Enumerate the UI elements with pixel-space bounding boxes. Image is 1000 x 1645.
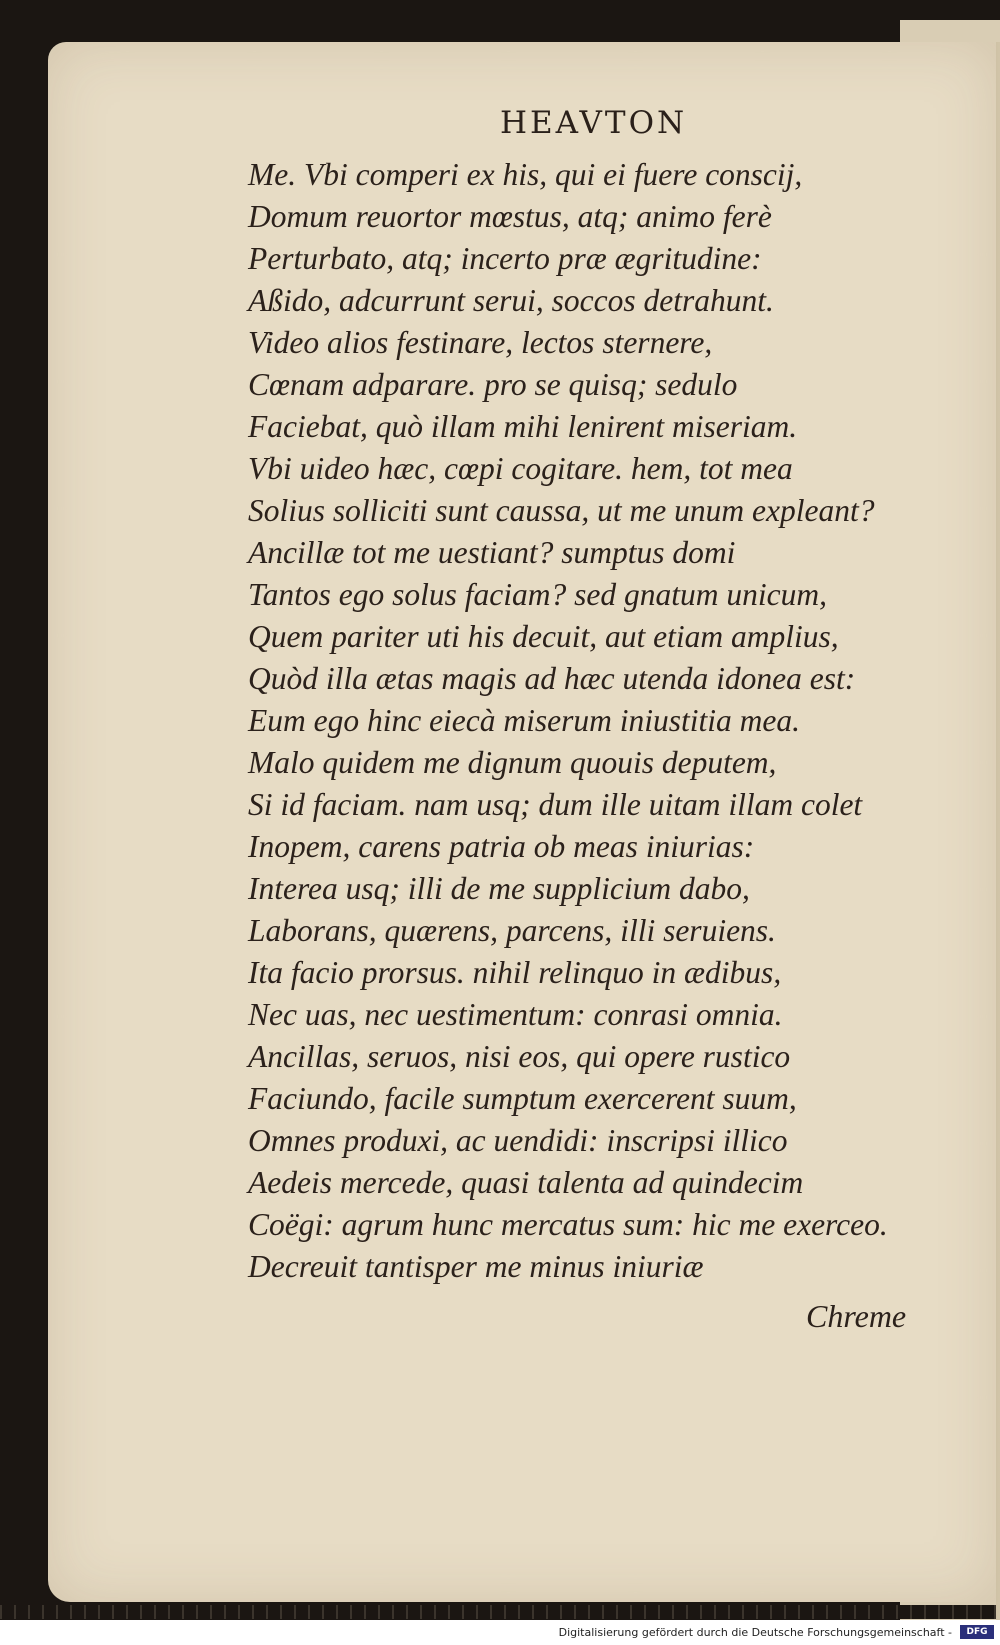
footer-credit: Digitalisierung gefördert durch die Deutsche Forschungsgemeinschaft - <box>558 1626 952 1639</box>
verse-line: Malo quidem me dignum quouis deputem, <box>248 745 777 780</box>
catchword: Chreme <box>806 1298 907 1334</box>
verse-line: Laborans, quærens, parcens, illi seruiens. <box>248 913 776 948</box>
verse-line: Video alios festinare, lectos sternere, <box>248 325 713 360</box>
digitization-footer <box>0 1620 1000 1645</box>
verse-line: Omnes produxi, ac uendidi: inscripsi illico <box>248 1123 788 1158</box>
verse-line: Tantos ego solus faciam? sed gnatum unicum, <box>248 577 827 612</box>
verse-line: Perturbato, atq; incerto præ ægritudine: <box>248 241 762 276</box>
verse-line: Eum ego hinc eiecà miserum iniustitia mea. <box>248 703 801 738</box>
verse-line: Decreuit tantisper me minus iniuriæ <box>248 1249 704 1284</box>
verse-line: Aedeis mercede, quasi talenta ad quindecim <box>248 1165 804 1200</box>
scan-ruler <box>0 1605 1000 1619</box>
verse-line: Quòd illa ætas magis ad hæc utenda idonea est: <box>248 661 856 696</box>
page-edge <box>996 42 1000 1642</box>
verse-line: Ancillas, seruos, nisi eos, qui opere rustico <box>248 1039 791 1074</box>
verse-line: Domum reuortor mœstus, atq; animo ferè <box>248 199 772 234</box>
verse-line: Vbi uideo hæc, cœpi cogitare. hem, tot mea <box>248 451 793 486</box>
verse-line: Solius solliciti sunt caussa, ut me unum expleant? <box>248 493 875 528</box>
verse-text <box>248 154 888 1288</box>
verse-line: Ancillæ tot me uestiant? sumptus domi <box>248 535 736 570</box>
verse-line: Aßido, adcurrunt serui, soccos detrahunt. <box>248 283 774 318</box>
verse-line: Coëgi: agrum hunc mercatus sum: hic me exerceo. <box>248 1207 888 1242</box>
verse-line: Interea usq; illi de me supplicium dabo, <box>248 871 750 906</box>
verse-line: Me. Vbi comperi ex his, qui ei fuere conscij, <box>248 157 803 192</box>
verse-line: Cœnam adparare. pro se quisq; sedulo <box>248 367 738 402</box>
verse-line: Quem pariter uti his decuit, aut etiam amplius, <box>248 619 839 654</box>
verse-line: Si id faciam. nam usq; dum ille uitam illam colet <box>248 787 863 822</box>
dfg-logo: DFG <box>960 1625 994 1639</box>
verse-line: Faciundo, facile sumptum exercerent suum, <box>248 1081 797 1116</box>
verse-line: Nec uas, nec uestimentum: conrasi omnia. <box>248 997 783 1032</box>
verse-line: Faciebat, quò illam mihi lenirent miseriam. <box>248 409 798 444</box>
verse-line: Ita facio prorsus. nihil relinquo in ædibus, <box>248 955 782 990</box>
verse-line: Inopem, carens patria ob meas iniurias: <box>248 829 755 864</box>
running-head: HEAVTON <box>500 105 688 141</box>
